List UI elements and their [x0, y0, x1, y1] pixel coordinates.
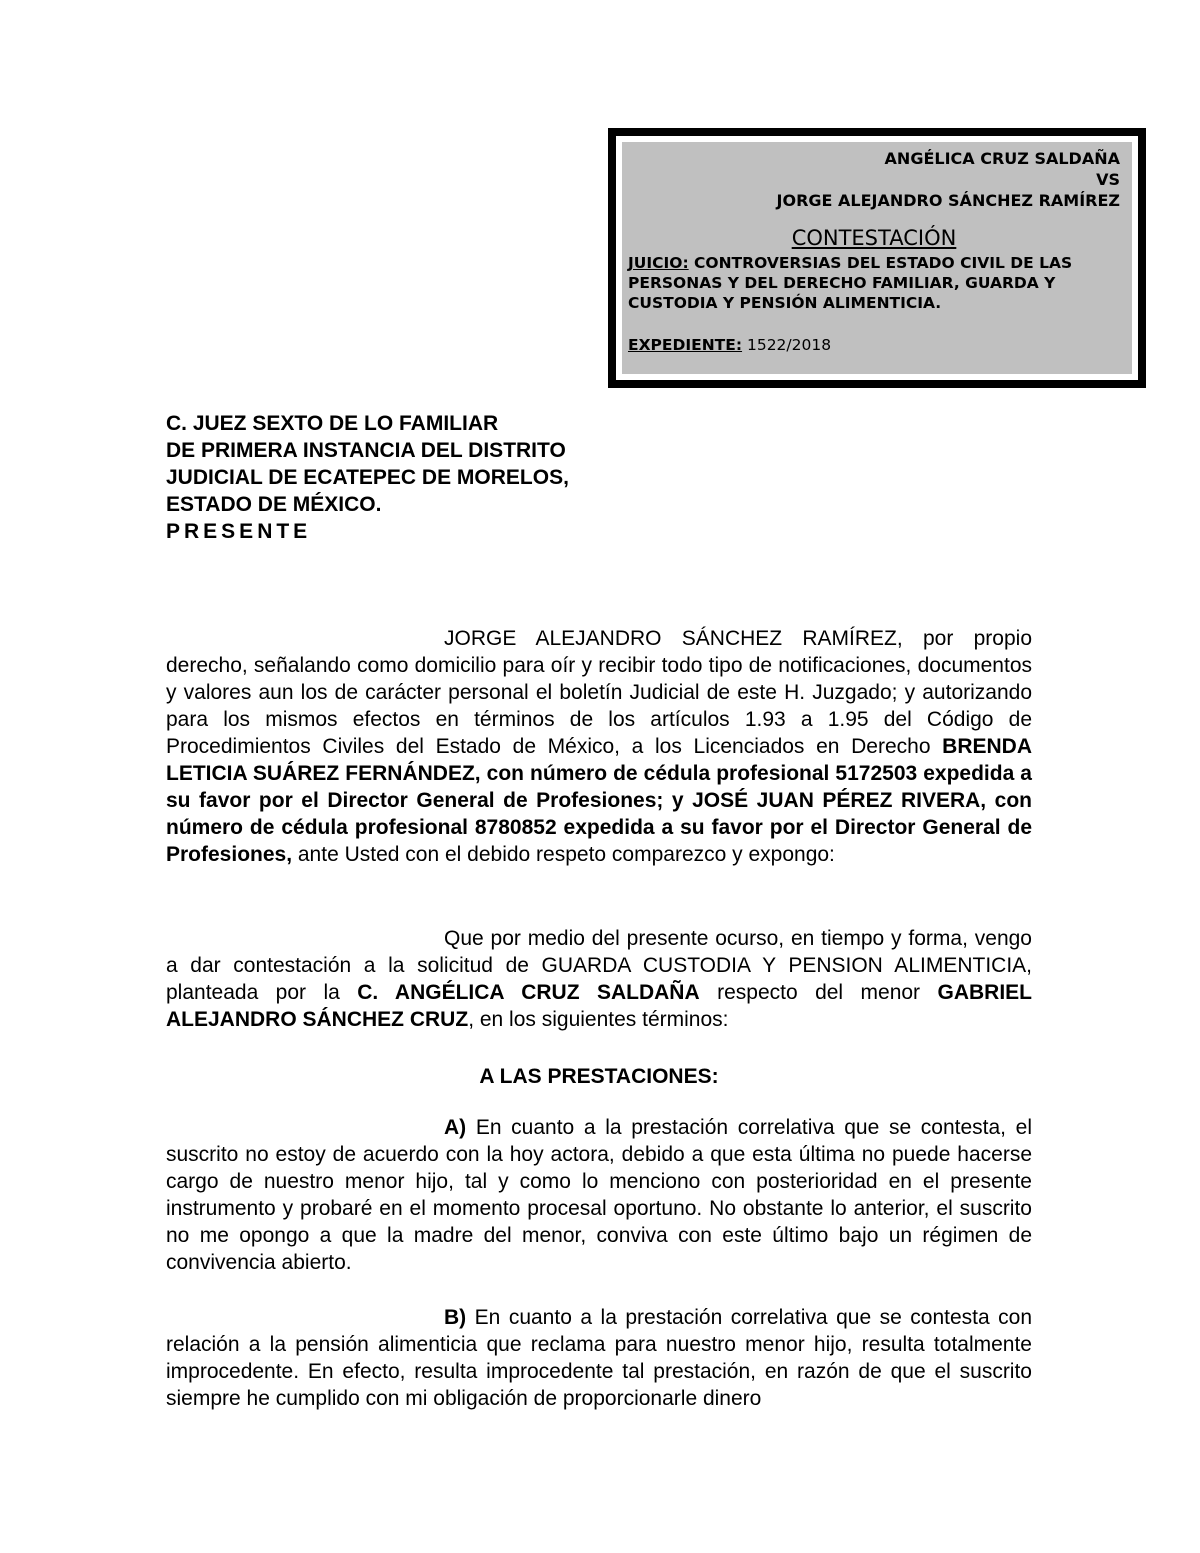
paragraph-1-closing: ante Usted con el debido respeto comparezco y expongo:	[292, 843, 835, 866]
paragraph-1-text: JORGE ALEJANDRO SÁNCHEZ RAMÍREZ, por propio derecho, señalando como domicilio para oír y recibir todo tipo de notificaciones, documentos y valores aun los de carácter personal el boletín Judicial de este H. Juzgado; y autorizando para los mismos efectos en términos de los artículos 1.93 a 1.95 del Código de Procedimientos Civiles del Estado de México, a los Licenciados en Derecho	[166, 627, 1032, 758]
section-heading: A LAS PRESTACIONES:	[479, 1065, 719, 1088]
case-header-box	[608, 128, 1146, 388]
case-header-content	[622, 142, 1132, 374]
addressee-presente: PRESENTE	[166, 520, 312, 543]
paragraph-a-text: En cuanto a la prestación correlativa que se contesta, el suscrito no estoy de acuerdo con la hoy actora, debido a que esta última no puede hacerse cargo de nuestro menor hijo, tal y como lo menciono con posterioridad en el presente instrumento y probaré en el momento procesal oportuno. No obstante lo anterior, el suscrito no me opongo a que la madre del menor, conviva con este último bajo un régimen de convivencia abierto.	[166, 1116, 1032, 1274]
versus-label: VS	[1096, 170, 1120, 189]
addressee-line-2: DE PRIMERA INSTANCIA DEL DISTRITO	[166, 439, 566, 462]
paragraph-b	[166, 1304, 1032, 1412]
addressee-line-1: C. JUEZ SEXTO DE LO FAMILIAR	[166, 412, 499, 435]
document-title: CONTESTACIÓN	[791, 226, 957, 250]
addressee-line-3: JUDICIAL DE ECATEPEC DE MORELOS,	[166, 466, 569, 489]
case-file	[628, 335, 1120, 356]
addressee-block	[166, 410, 666, 545]
case-file-number: 1522/2018	[742, 336, 832, 354]
paragraph-2-middle: respecto del menor	[699, 981, 938, 1004]
paragraph-1-lawyers: BRENDA LETICIA SUÁREZ FERNÁNDEZ, con número de cédula profesional 5172503 expedida a su favor por el Director General de Profesiones; y JOSÉ JUAN PÉREZ RIVERA, con número de cédula profesional 8780852 expedida a su favor por el Director General de Profesiones,	[166, 735, 1032, 866]
paragraph-response	[166, 925, 1032, 1033]
paragraph-appearance	[166, 625, 1032, 868]
paragraph-a	[166, 1114, 1032, 1276]
paragraph-b-text: En cuanto a la prestación correlativa que se contesta con relación a la pensión alimenticia que reclama para nuestro menor hijo, resulta totalmente improcedente. En efecto, resulta improcedente tal prestación, en razón de que el suscrito siempre he cumplido con mi obligación de proporcionarle dinero	[166, 1306, 1032, 1410]
defendant-name: JORGE ALEJANDRO SÁNCHEZ RAMÍREZ	[776, 191, 1120, 210]
paragraph-2-plaintiff: C. ANGÉLICA CRUZ SALDAÑA	[357, 981, 700, 1004]
trial-description: CONTROVERSIAS DEL ESTADO CIVIL DE LAS PERSONAS Y DEL DERECHO FAMILIAR, GUARDA Y CUSTODIA Y PENSIÓN ALIMENTICIA.	[628, 254, 1073, 312]
trial-label: JUICIO:	[628, 254, 689, 272]
paragraph-2-minor: GABRIEL ALEJANDRO SÁNCHEZ CRUZ	[166, 981, 1032, 1031]
paragraph-b-label: B)	[444, 1306, 467, 1329]
paragraph-2-text: Que por medio del presente ocurso, en tiempo y forma, vengo a dar contestación a la solicitud de GUARDA CUSTODIA Y PENSION ALIMENTICIA, planteada por la	[166, 927, 1032, 1004]
paragraph-2-end: , en los siguientes términos:	[468, 1008, 729, 1031]
trial-type	[628, 253, 1120, 313]
case-file-label: EXPEDIENTE:	[628, 336, 743, 354]
addressee-line-4: ESTADO DE MÉXICO.	[166, 493, 382, 516]
plaintiff-name: ANGÉLICA CRUZ SALDAÑA	[884, 149, 1120, 168]
paragraph-a-label: A)	[444, 1116, 467, 1139]
